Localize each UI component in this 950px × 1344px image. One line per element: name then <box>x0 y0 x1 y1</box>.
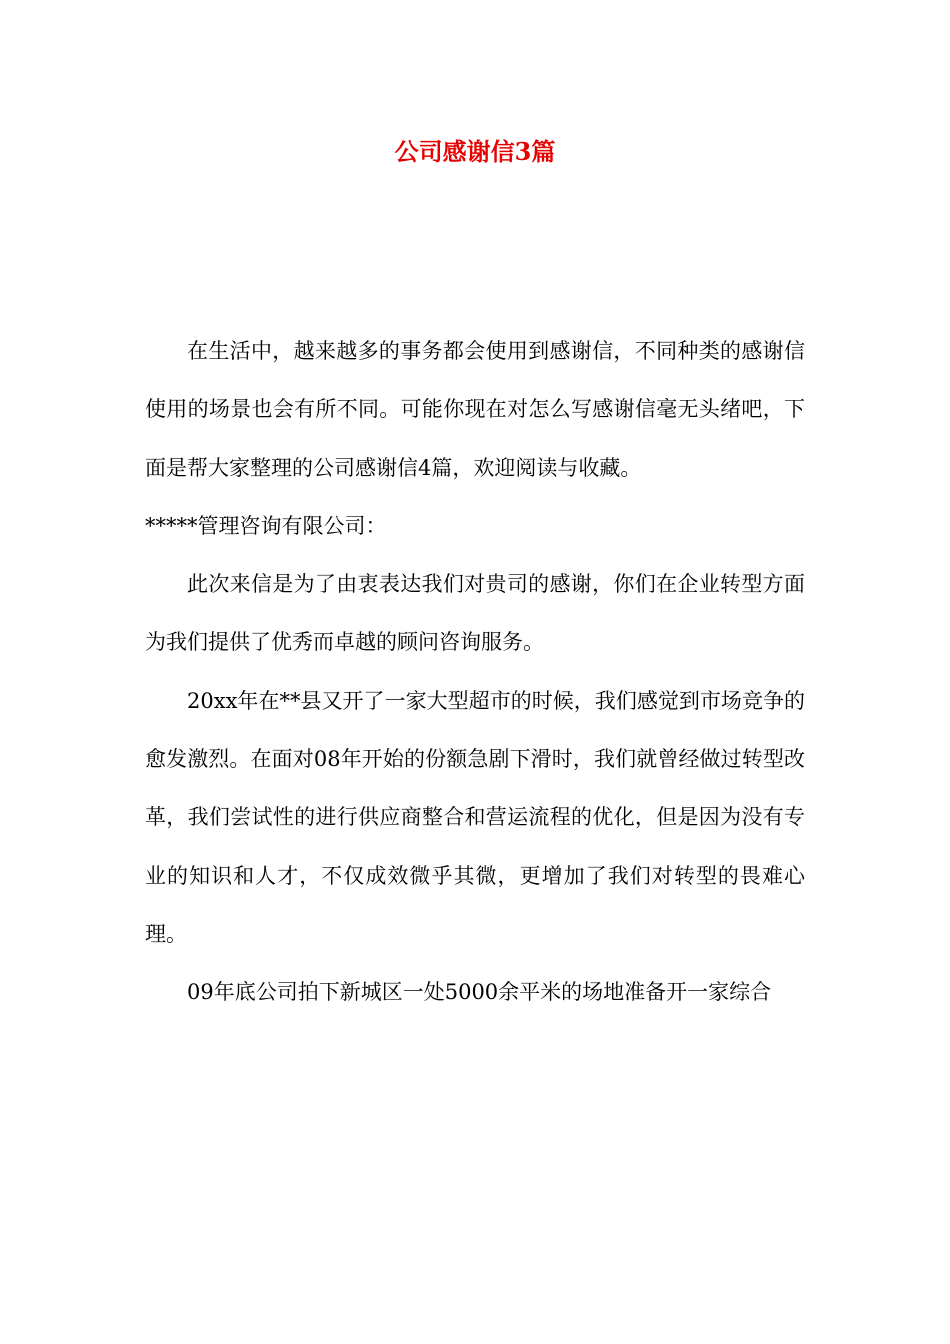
paragraph-background: 20xx年在**县又开了一家大型超市的时候，我们感觉到市场竞争的愈发激烈。在面对08年开始的份额急剧下滑时，我们就曾经做过转型改革，我们尝试性的进行供应商整合和营运流程的优化，但是因为没有专业的知识和人才，不仅成效微乎其微，更增加了我们对转型的畏难心理。 <box>145 688 805 946</box>
document-title: 公司感谢信3篇 <box>394 137 556 166</box>
paragraph-continuation: 09年底公司拍下新城区一处5000余平米的场地准备开一家综合 <box>187 980 772 1005</box>
paragraph-purpose: 此次来信是为了由衷表达我们对贵司的感谢，你们在企业转型方面为我们提供了优秀而卓越的顾问咨询服务。 <box>145 572 805 655</box>
paragraph-intro: 在生活中，越来越多的事务都会使用到感谢信，不同种类的感谢信使用的场景也会有所不同。可能你现在对怎么写感谢信毫无头绪吧，下面是帮大家整理的公司感谢信4篇，欢迎阅读与收藏。 <box>145 339 805 480</box>
paragraph-salutation: *****管理咨询有限公司： <box>145 513 387 538</box>
document-body <box>145 322 805 1022</box>
